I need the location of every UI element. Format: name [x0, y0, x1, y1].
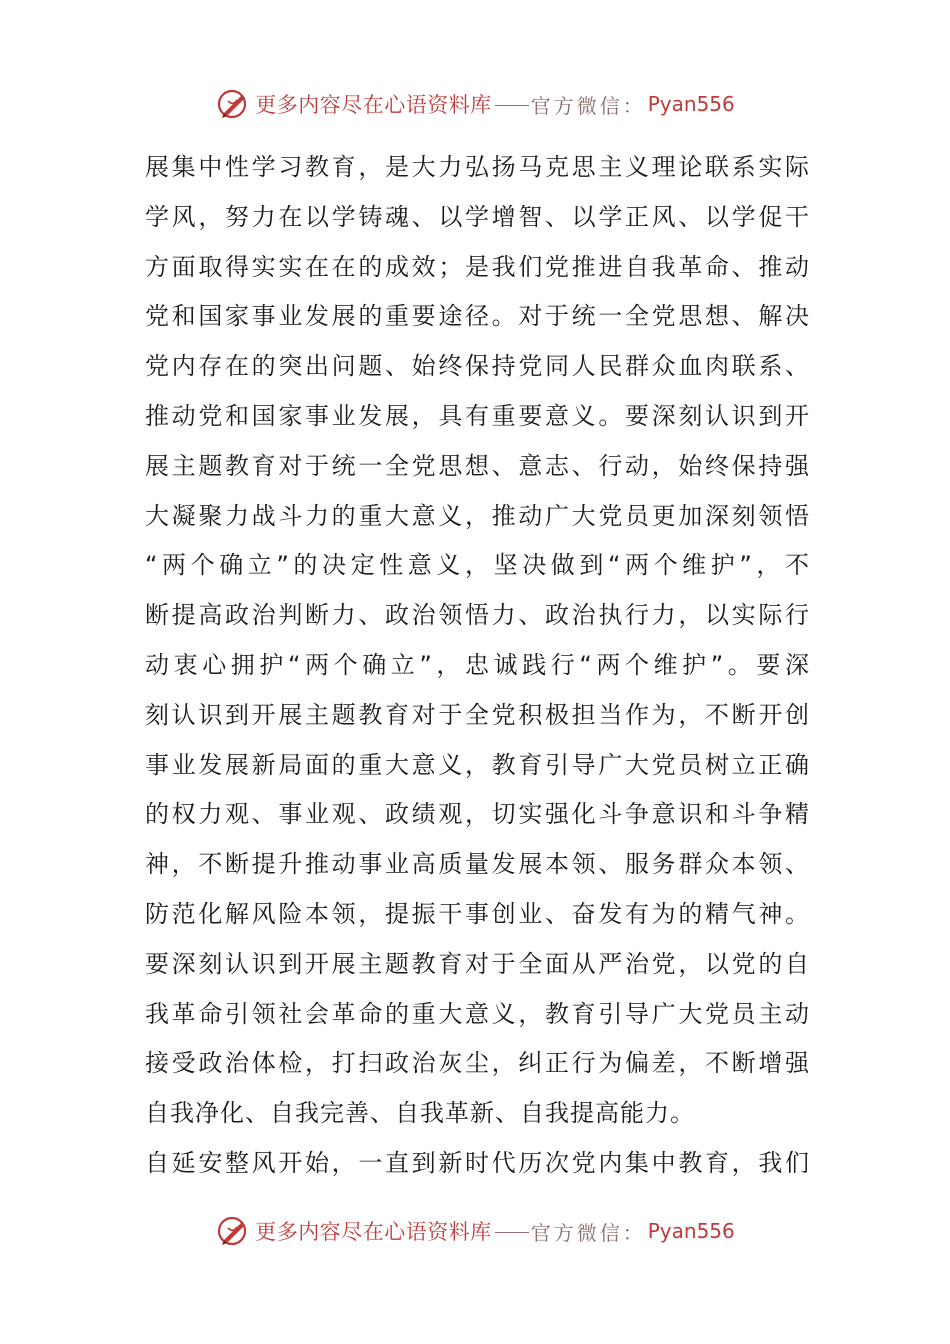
body-line: 事业发展新局面的重大意义，教育引导广大党员树立正确 — [145, 750, 810, 779]
footer-site-text: 更多内容尽在心语资料库 — [255, 1220, 492, 1244]
footer-dash — [495, 1232, 529, 1233]
header-wechat-label: 官方微信： — [530, 93, 646, 118]
body-line: 推动党和国家事业发展，具有重要意义。要深刻认识到开 — [145, 401, 810, 430]
footer-banner — [0, 1211, 950, 1251]
body-line: 我革命引领社会革命的重大意义，教育引导广大党员主动 — [145, 999, 810, 1028]
header-dash — [495, 105, 529, 106]
body-line: 接受政治体检，打扫政治灰尘，纠正行为偏差，不断增强 — [145, 1049, 810, 1078]
header-wechat-id: Pyan556 — [647, 92, 735, 116]
pen-logo-icon — [215, 86, 251, 122]
body-line: 党和国家事业发展的重要途径。对于统一全党思想、解决 — [145, 302, 810, 331]
body-line: 防范化解风险本领，提振干事创业、奋发有为的精气神。 — [145, 899, 810, 928]
body-line: 要深刻认识到开展主题教育对于全面从严治党，以党的自 — [145, 949, 810, 978]
body-line: 自我净化、自我完善、自我革新、自我提高能力。 — [145, 1099, 695, 1128]
body-line: 党内存在的突出问题、始终保持党同人民群众血肉联系、 — [145, 352, 810, 381]
footer-wechat-label: 官方微信： — [530, 1220, 646, 1245]
body-line: 神，不断提升推动事业高质量发展本领、服务群众本领、 — [145, 850, 810, 879]
body-line: 学风，努力在以学铸魂、以学增智、以学正风、以学促干 — [145, 202, 810, 231]
body-line: 自延安整风开始，一直到新时代历次党内集中教育，我们 — [145, 1148, 810, 1177]
body-line: 方面取得实实在在的成效；是我们党推进自我革命、推动 — [145, 252, 810, 281]
body-line: 展集中性学习教育，是大力弘扬马克思主义理论联系实际 — [145, 153, 810, 181]
header-site-text: 更多内容尽在心语资料库 — [255, 93, 492, 117]
pen-logo-icon — [215, 1213, 251, 1249]
footer-wechat-id: Pyan556 — [647, 1219, 735, 1243]
body-line: 断提高政治判断力、政治领悟力、政治执行力，以实际行 — [145, 601, 810, 630]
body-text — [145, 143, 810, 1189]
body-line: 展主题教育对于统一全党思想、意志、行动，始终保持强 — [145, 451, 810, 480]
header-banner — [0, 84, 950, 124]
body-line: “两个确立”的决定性意义，坚决做到“两个维护”，不 — [145, 551, 810, 580]
body-line: 刻认识到开展主题教育对于全党积极担当作为，不断开创 — [145, 700, 810, 729]
body-line: 的权力观、事业观、政绩观，切实强化斗争意识和斗争精 — [145, 800, 810, 829]
body-line: 大凝聚力战斗力的重大意义，推动广大党员更加深刻领悟 — [145, 501, 810, 530]
body-line: 动衷心拥护“两个确立”，忠诚践行“两个维护”。要深 — [145, 650, 810, 679]
